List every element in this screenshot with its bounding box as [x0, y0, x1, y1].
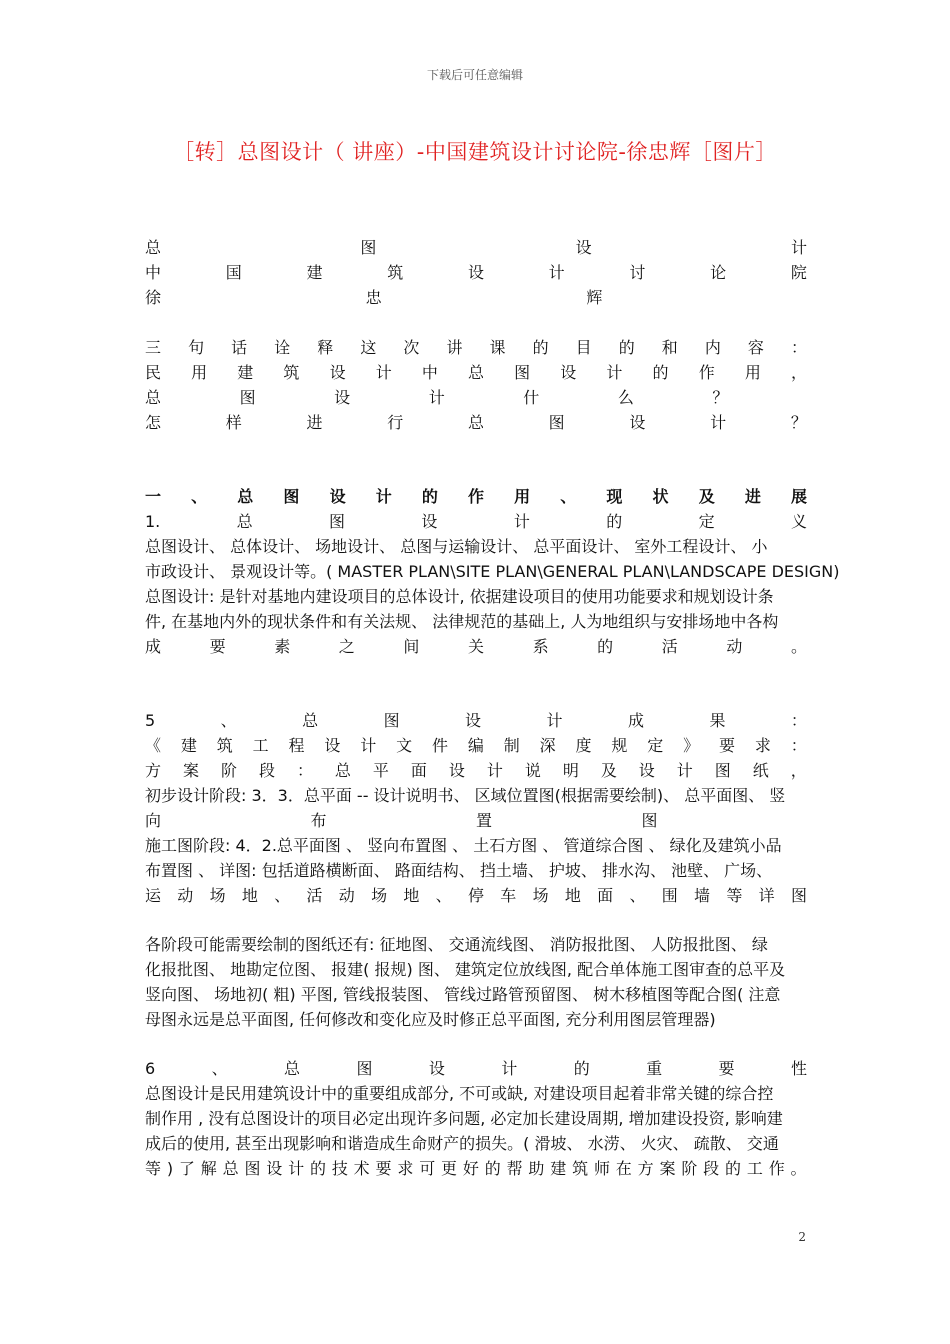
text-char: ： — [790, 711, 807, 730]
text-char: 动 — [177, 886, 194, 905]
text-char: 素 — [274, 637, 291, 656]
text-line — [145, 1056, 807, 1081]
text-char: 、 — [629, 886, 646, 905]
text-char: 计 — [428, 388, 445, 407]
text-char: 计 — [710, 413, 727, 432]
text-char: 总 — [145, 238, 162, 257]
text-char: 制 — [503, 736, 520, 755]
text-char: 工 — [252, 736, 269, 755]
text-char: 的 — [606, 512, 623, 531]
text-line — [145, 235, 807, 260]
text-run: 制作用 , 没有总图设计的项目必定出现许多问题, 必定加长建设周期, 增加建设投资, 影响建 — [145, 1109, 783, 1128]
text-char: 围 — [661, 886, 678, 905]
text-char: 徐 — [145, 288, 162, 307]
text-char: 总 — [284, 1059, 301, 1078]
text-char: 讨 — [629, 263, 646, 282]
text-char: 辉 — [586, 288, 603, 307]
text-char: 之 — [338, 637, 355, 656]
text-line — [145, 609, 807, 634]
text-char: 义 — [790, 512, 807, 531]
text-char: 等 — [726, 886, 743, 905]
text-char: 纸 — [752, 761, 769, 780]
text-char: 中 — [145, 263, 162, 282]
text-char: 设 — [334, 388, 351, 407]
text-char: 案 — [182, 761, 199, 780]
text-char: 师 — [593, 1159, 610, 1178]
text-line — [145, 957, 807, 982]
text-char: 怎 — [145, 413, 162, 432]
text-char: 工 — [746, 1159, 763, 1178]
text-char: 好 — [462, 1159, 479, 1178]
text-char: 计 — [288, 1159, 305, 1178]
text-char: 段 — [258, 761, 275, 780]
text-char: 动 — [338, 886, 355, 905]
text-char: 用 — [514, 487, 531, 506]
text-line — [145, 385, 807, 410]
text-char: 论 — [710, 263, 727, 282]
text-char: 明 — [562, 761, 579, 780]
text-char: 地 — [564, 886, 581, 905]
text-char: 程 — [288, 736, 305, 755]
text-char: 及 — [600, 761, 617, 780]
text-char: 成 — [627, 711, 644, 730]
text-char: 建 — [306, 263, 323, 282]
text-char: 案 — [659, 1159, 676, 1178]
text-char: 展 — [790, 487, 807, 506]
text-char: 及 — [698, 487, 715, 506]
text-char: 总 — [334, 761, 351, 780]
text-char: 在 — [615, 1159, 632, 1178]
text-char: 筑 — [216, 736, 233, 755]
text-char: 要 — [719, 736, 736, 755]
text-run: 总图设计、 总体设计、 场地设计、 总图与运输设计、 总平面设计、 室外工程设计、 小 — [145, 537, 768, 556]
text-char: 图 — [239, 388, 256, 407]
text-char: 总 — [237, 487, 254, 506]
text-char: 活 — [661, 637, 678, 656]
text-run: 施工图阶段: 4．2.总平面图 、 竖向布置图 、 土石方图 、 管道综合图 、 绿化及建筑小品 — [145, 836, 782, 855]
text-line — [145, 783, 807, 808]
text-char: 图 — [714, 761, 731, 780]
text-char: 面 — [597, 886, 614, 905]
text-char: 一 — [145, 487, 162, 506]
text-char: 求 — [397, 1159, 414, 1178]
text-char: 诠 — [274, 338, 291, 357]
text-line — [145, 360, 807, 385]
text-char: 定 — [698, 512, 715, 531]
text-char: 图 — [360, 238, 377, 257]
text-char: 等 — [145, 1159, 162, 1178]
text-line — [145, 833, 807, 858]
text-line — [145, 733, 807, 758]
text-char: 解 — [200, 1159, 217, 1178]
text-char: 场 — [209, 886, 226, 905]
text-char: 关 — [467, 637, 484, 656]
text-line — [145, 758, 807, 783]
text-char: ) — [166, 1159, 174, 1178]
text-char: 现 — [606, 487, 623, 506]
text-char: 设 — [638, 761, 655, 780]
text-char: 院 — [790, 263, 807, 282]
text-line — [145, 982, 807, 1007]
text-char: 详 — [758, 886, 775, 905]
text-char: 的 — [421, 487, 438, 506]
text-line — [145, 634, 807, 659]
text-char: 释 — [317, 338, 334, 357]
text-line — [145, 584, 807, 609]
text-char: 筑 — [387, 263, 404, 282]
text-char: 重 — [646, 1059, 663, 1078]
text-run: 竖向图、 场地初( 粗) 平图, 管线报装图、 管线过路管预留图、 树木移植图等配合图( 注意 — [145, 985, 781, 1004]
text-char: 设 — [467, 263, 484, 282]
text-char: 布 — [310, 811, 327, 830]
text-char: 了 — [178, 1159, 195, 1178]
text-char: 总 — [236, 512, 253, 531]
text-char: 的 — [597, 637, 614, 656]
text-char: 总 — [145, 388, 162, 407]
text-char: 计 — [375, 363, 392, 382]
text-line — [145, 534, 807, 559]
text-char: ？ — [712, 388, 729, 407]
text-char: 的 — [725, 1159, 742, 1178]
text-char: 》 — [683, 736, 700, 755]
text-run: 母图永远是总平面图, 任何修改和变化应及时修正总平面图, 充分利用图层管理器) — [145, 1010, 716, 1029]
text-char: 间 — [403, 637, 420, 656]
text-char: ： — [790, 736, 807, 755]
text-char: 图 — [641, 811, 658, 830]
text-char: 度 — [575, 736, 592, 755]
text-char: 6 — [145, 1059, 156, 1078]
text-char: 忠 — [365, 288, 382, 307]
text-char: 容 — [747, 338, 764, 357]
text-run: 总图设计: 是针对基地内建设项目的总体设计, 依据建设项目的使用功能要求和规划设计条 — [145, 587, 774, 606]
text-char: 的 — [484, 1159, 501, 1178]
text-char: 计 — [606, 363, 623, 382]
text-char: 动 — [726, 637, 743, 656]
text-char: 。 — [790, 1159, 807, 1178]
text-char: 民 — [145, 363, 162, 382]
text-char: 更 — [441, 1159, 458, 1178]
text-line — [145, 509, 807, 534]
text-line — [145, 858, 807, 883]
text-line — [145, 260, 807, 285]
text-char: 的 — [573, 1059, 590, 1078]
text-char: 讲 — [446, 338, 463, 357]
text-run: 化报批图、 地勘定位图、 报建( 报规) 图、 建筑定位放线图, 配合单体施工图审查的总平及 — [145, 960, 786, 979]
text-char: 建 — [237, 363, 254, 382]
text-char: 图 — [283, 487, 300, 506]
text-char: 进 — [306, 413, 323, 432]
text-char: 件 — [432, 736, 449, 755]
text-char: 总 — [302, 711, 319, 730]
text-char: 。 — [790, 637, 807, 656]
text-char: 的 — [618, 338, 635, 357]
text-char: 5 — [145, 711, 156, 730]
text-char: 计 — [548, 263, 565, 282]
text-char: 什 — [523, 388, 540, 407]
text-run: 布置图 、 详图: 包括道路横断面、 路面结构、 挡土墙、 护坡、 排水沟、 池壁、 广场、 — [145, 861, 773, 880]
text-run: 件, 在基地内外的现状条件和有关法规、 法律规范的基础上, 人为地组织与安排场地中各构 — [145, 612, 779, 631]
text-char: 的 — [652, 363, 669, 382]
text-char: 计 — [360, 736, 377, 755]
text-char: 建 — [550, 1159, 567, 1178]
text-char: 计 — [546, 711, 563, 730]
text-char: 句 — [188, 338, 205, 357]
text-char: ， — [790, 761, 807, 780]
text-char: 定 — [647, 736, 664, 755]
text-char: 进 — [744, 487, 761, 506]
text-char: 技 — [331, 1159, 348, 1178]
text-char: 段 — [703, 1159, 720, 1178]
text-char: 系 — [532, 637, 549, 656]
text-char: 场 — [532, 886, 549, 905]
text-char: 图 — [356, 1059, 373, 1078]
text-char: 、 — [191, 487, 208, 506]
text-char: 设 — [465, 711, 482, 730]
text-char: 计 — [375, 487, 392, 506]
text-char: 1. — [145, 512, 161, 531]
text-line — [145, 559, 840, 584]
text-char: 场 — [371, 886, 388, 905]
text-char: 可 — [419, 1159, 436, 1178]
text-char: 图 — [244, 1159, 261, 1178]
text-char: 总 — [222, 1159, 239, 1178]
text-line — [145, 932, 807, 957]
text-line — [145, 708, 807, 733]
text-char: 面 — [410, 761, 427, 780]
text-char: 《 — [145, 736, 162, 755]
text-char: 设 — [421, 512, 438, 531]
text-char: 助 — [528, 1159, 545, 1178]
text-char: 总 — [467, 363, 484, 382]
text-char: 作 — [768, 1159, 785, 1178]
text-char: ： — [790, 338, 807, 357]
text-char: 置 — [476, 811, 493, 830]
text-line — [145, 410, 807, 435]
text-char: 作 — [467, 487, 484, 506]
text-line — [145, 1081, 807, 1106]
page-number: 2 — [798, 1230, 806, 1244]
text-char: 设 — [560, 363, 577, 382]
text-line — [145, 335, 807, 360]
text-char: 阶 — [681, 1159, 698, 1178]
text-char: 方 — [145, 761, 162, 780]
text-char: 设 — [324, 736, 341, 755]
text-char: 要 — [375, 1159, 392, 1178]
text-char: 次 — [403, 338, 420, 357]
text-run: 各阶段可能需要绘制的图纸还有: 征地图、 交通流线图、 消防报批图、 人防报批图、 绿 — [145, 935, 768, 954]
text-char: 要 — [209, 637, 226, 656]
text-char: 成 — [145, 637, 162, 656]
text-char: ， — [790, 363, 807, 382]
text-char: 车 — [500, 886, 517, 905]
text-char: 用 — [191, 363, 208, 382]
text-char: 计 — [501, 1059, 518, 1078]
text-char: 状 — [652, 487, 669, 506]
text-char: 地 — [403, 886, 420, 905]
text-char: 、 — [435, 886, 452, 905]
text-line — [145, 1007, 807, 1032]
text-char: 设 — [575, 238, 592, 257]
text-char: 话 — [231, 338, 248, 357]
text-char: 运 — [145, 886, 162, 905]
text-line — [145, 808, 807, 833]
text-char: 设 — [629, 413, 646, 432]
text-char: 果 — [709, 711, 726, 730]
text-char: 、 — [211, 1059, 228, 1078]
text-char: 作 — [698, 363, 715, 382]
text-char: 图 — [383, 711, 400, 730]
text-char: 三 — [145, 338, 162, 357]
text-char: 建 — [180, 736, 197, 755]
text-char: 性 — [790, 1059, 807, 1078]
text-char: 、 — [220, 711, 237, 730]
text-char: 设 — [329, 363, 346, 382]
text-char: 课 — [489, 338, 506, 357]
text-char: 总 — [467, 413, 484, 432]
text-run: 市政设计、 景观设计等。( MASTER PLAN\SITE PLAN\GENERAL PLAN\LANDSCAPE DESIGN) — [145, 562, 840, 581]
text-char: 设 — [329, 487, 346, 506]
text-char: 、 — [560, 487, 577, 506]
text-char: ： — [296, 761, 313, 780]
text-char: 方 — [637, 1159, 654, 1178]
text-char: 计 — [486, 761, 503, 780]
text-char: 计 — [676, 761, 693, 780]
text-char: 向 — [145, 811, 162, 830]
text-char: 求 — [754, 736, 771, 755]
text-char: 么 — [617, 388, 634, 407]
text-char: 说 — [524, 761, 541, 780]
text-line — [145, 1156, 807, 1181]
text-char: 图 — [548, 413, 565, 432]
text-char: 帮 — [506, 1159, 523, 1178]
text-run: 初步设计阶段: 3．3．总平面 -- 设计说明书、 区域位置图(根据需要绘制)、 总平面图、 竖 — [145, 786, 786, 805]
text-char: 目 — [575, 338, 592, 357]
text-char: 样 — [225, 413, 242, 432]
text-char: 行 — [387, 413, 404, 432]
text-char: 图 — [790, 886, 807, 905]
text-line — [145, 1106, 807, 1131]
text-line — [145, 484, 807, 509]
text-char: 深 — [539, 736, 556, 755]
text-char: 术 — [353, 1159, 370, 1178]
text-line — [145, 1131, 807, 1156]
text-char: 的 — [309, 1159, 326, 1178]
text-char: 的 — [532, 338, 549, 357]
text-char: 设 — [448, 761, 465, 780]
text-line — [145, 285, 807, 310]
text-char: 用 — [744, 363, 761, 382]
text-char: 编 — [467, 736, 484, 755]
text-char: 平 — [372, 761, 389, 780]
text-char: 活 — [306, 886, 323, 905]
text-char: 阶 — [220, 761, 237, 780]
text-char: 规 — [611, 736, 628, 755]
text-char: 文 — [396, 736, 413, 755]
text-run: 成后的使用, 甚至出现影响和谐造成生命财产的损失。( 滑坡、 水涝、 火灾、 疏散、 交通 — [145, 1134, 779, 1153]
text-char: 设 — [266, 1159, 283, 1178]
text-char: 这 — [360, 338, 377, 357]
text-char: 筑 — [283, 363, 300, 382]
text-char: 和 — [661, 338, 678, 357]
text-char: 图 — [514, 363, 531, 382]
text-char: 、 — [274, 886, 291, 905]
text-char: 停 — [467, 886, 484, 905]
page-header: 下载后可任意编辑 — [426, 68, 523, 82]
text-run: 总图设计是民用建筑设计中的重要组成部分, 不可或缺, 对建设项目起着非常关键的综合控 — [145, 1084, 774, 1103]
text-char: 墙 — [694, 886, 711, 905]
document-title: ［转］总图设计（ 讲座）-中国建筑设计讨论院-徐忠辉［图片］ — [173, 140, 777, 164]
text-char: 筑 — [572, 1159, 589, 1178]
text-char: 内 — [704, 338, 721, 357]
text-char: 地 — [241, 886, 258, 905]
text-char: ？ — [790, 413, 807, 432]
text-char: 中 — [421, 363, 438, 382]
text-char: 计 — [790, 238, 807, 257]
text-char: 要 — [718, 1059, 735, 1078]
text-line — [145, 883, 807, 908]
text-char: 设 — [428, 1059, 445, 1078]
text-char: 国 — [225, 263, 242, 282]
text-char: 图 — [329, 512, 346, 531]
text-char: 计 — [513, 512, 530, 531]
